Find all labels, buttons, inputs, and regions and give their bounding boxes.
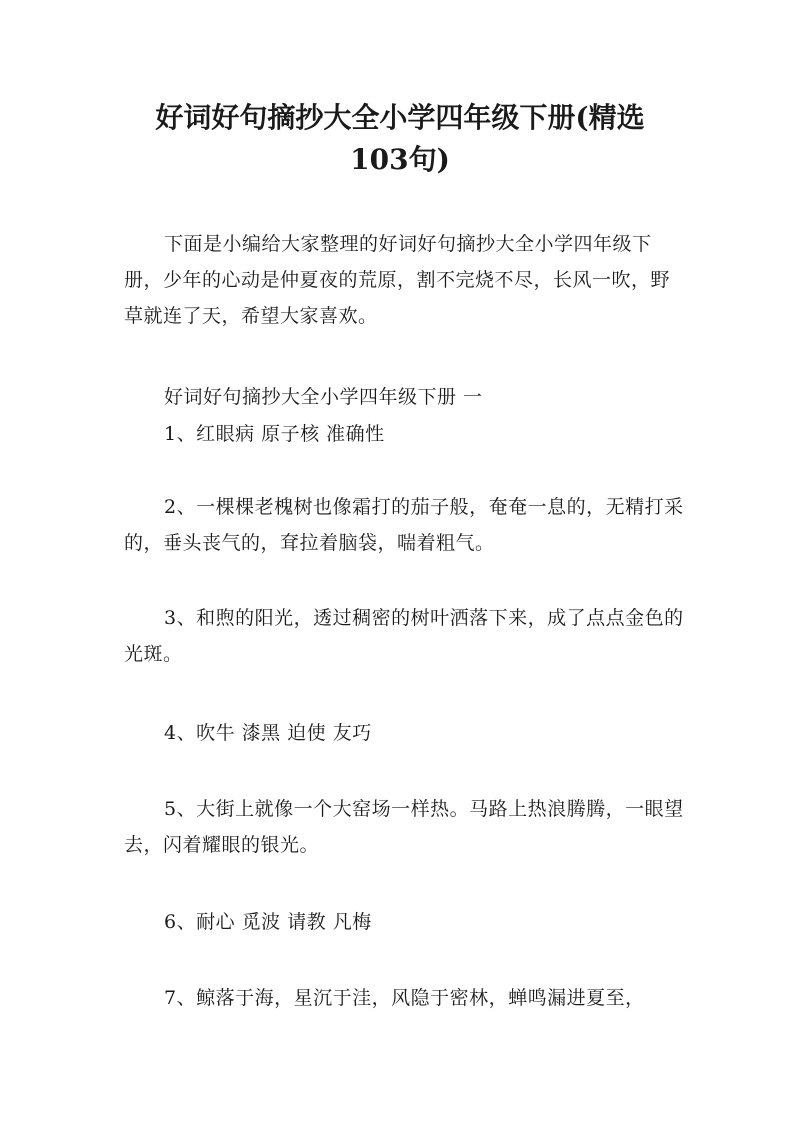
list-item-7: 7、鲸落于海，星沉于洼，风隐于密林，蝉鸣漏进夏至， [164,987,645,1009]
section-heading: 好词好句摘抄大全小学四年级下册 一 [164,386,483,408]
list-item-2: 2、一棵棵老槐树也像霜打的茄子般，奄奄一息的，无精打采的，垂头丧气的，耷拉着脑袋，喘着粗气。 [124,496,684,554]
document-title-line-1: 好词好句摘抄大全小学四年级下册(精选 [155,101,645,134]
list-item-5: 5、大街上就像一个大窑场一样热。马路上热浪腾腾，一眼望去，闪着耀眼的银光。 [124,798,684,856]
list-item-3: 3、和煦的阳光，透过稠密的树叶洒落下来，成了点点金色的光斑。 [124,607,684,665]
list-item-1: 1、红眼病 原子核 准确性 [164,423,385,445]
list-item-4: 4、吹牛 漆黑 迫使 友巧 [164,722,372,744]
list-item-6: 6、耐心 觅波 请教 凡梅 [164,911,372,933]
intro-paragraph: 下面是小编给大家整理的好词好句摘抄大全小学四年级下册，少年的心动是仲夏夜的荒原，割不完烧不尽，长风一吹，野草就连了天，希望大家喜欢。 [124,233,671,327]
document-title-line-2: 103句) [350,143,450,176]
